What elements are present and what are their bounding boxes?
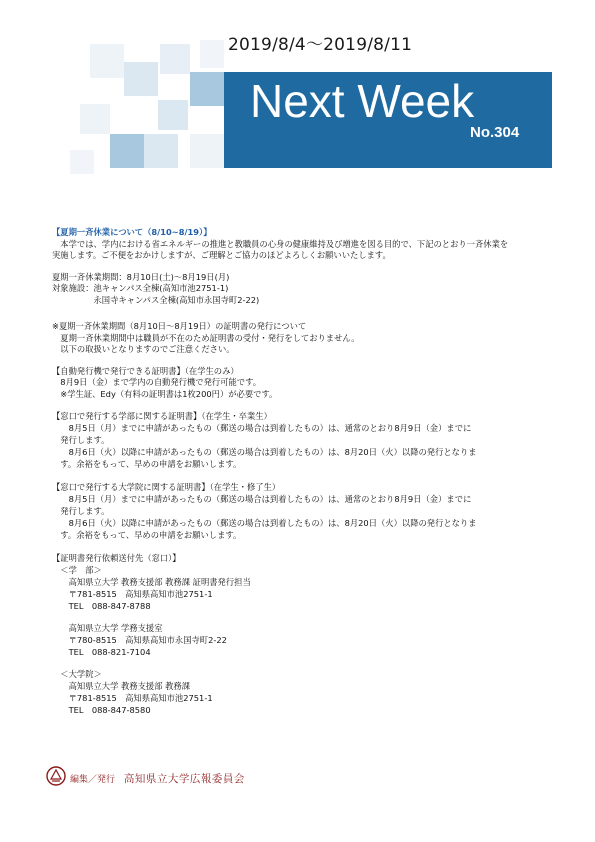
- footer-org: 高知県立大学広報委員会: [123, 773, 245, 785]
- grad-window-line: 発行します。: [52, 506, 110, 516]
- facility-line: 永国寺キャンパス全棟(高知市永国寺町2-22): [52, 295, 260, 305]
- certificate-note: 夏期一斉休業期間中は職員が不在のため証明書の受付・発行をしておりません。: [52, 333, 360, 343]
- contact-line: ＜学 部＞: [52, 565, 102, 575]
- contacts-heading: 【証明書発行依頼送付先（窓口）】: [52, 553, 181, 563]
- grad-window-heading: 【窓口で発行する大学院に関する証明書】（在学生・修了生）: [52, 482, 281, 492]
- faculty-window-line: 発行します。: [52, 435, 110, 445]
- notice-heading: 【夏期一斉休業について（8/10~8/19）】: [52, 227, 212, 237]
- university-crest-icon: [46, 766, 66, 786]
- intro-line: 実施します。ご不便をおかけしますが、ご理解とご協力のほどよろしくお願いいたします。: [52, 250, 391, 260]
- date-range: 2019/8/4～2019/8/11: [228, 35, 413, 55]
- contact-line: 高知県立大学 教務支援部 教務課 証明書発行担当: [52, 577, 251, 587]
- footer-credit: [70, 771, 245, 786]
- contact-line: TEL 088-821-7104: [52, 647, 151, 657]
- faculty-window-heading: 【窓口で発行する学部に関する証明書】（在学生・卒業生）: [52, 411, 272, 421]
- auto-machine-line: ※学生証、Edy（有料の証明書は1枚200円）が必要です。: [52, 389, 278, 399]
- faculty-window-line: す。余裕をもって、早めの申請をお願いします。: [52, 459, 242, 469]
- grad-window-line: す。余裕をもって、早めの申請をお願いします。: [52, 530, 242, 540]
- grad-window-line: 8月5日（月）までに申請があったもの（郵送の場合は到着したもの）は、通常のとおり8月9日（金）までに: [52, 494, 472, 504]
- certificate-note: ※夏期一斉休業期間（8月10日～8月19日）の証明書の発行について: [52, 321, 307, 331]
- contact-line: TEL 088-847-8580: [52, 705, 151, 715]
- faculty-window-line: 8月5日（月）までに申請があったもの（郵送の場合は到着したもの）は、通常のとおり8月9日（金）までに: [52, 423, 472, 433]
- contact-line: 〒781-8515 高知県高知市池2751-1: [52, 693, 213, 703]
- contact-line: 高知県立大学 教務支援部 教務課: [52, 681, 191, 691]
- contact-line: ＜大学院＞: [52, 669, 102, 679]
- newsletter-title: Next Week: [250, 75, 475, 127]
- issue-number: No.304: [470, 124, 520, 141]
- contact-line: 〒780-8515 高知県高知市永国寺町2-22: [52, 635, 227, 645]
- contact-line: 〒781-8515 高知県高知市池2751-1: [52, 589, 213, 599]
- faculty-window-line: 8月6日（火）以降に申請があったもの（郵送の場合は到着したもの）は、8月20日（火）以降の発行となりま: [52, 447, 477, 457]
- grad-window-line: 8月6日（火）以降に申請があったもの（郵送の場合は到着したもの）は、8月20日（火）以降の発行となりま: [52, 518, 477, 528]
- footer-label: 編集／発行: [70, 775, 116, 785]
- auto-machine-heading: 【自動発行機で発行できる証明書】（在学生のみ）: [52, 366, 239, 376]
- facility-line: 対象施設：池キャンパス全棟(高知市池2751-1): [52, 283, 229, 293]
- auto-machine-line: 8月9日（金）まで学内の自動発行機で発行可能です。: [52, 377, 262, 387]
- closure-period: 夏期一斉休業期間：8月10日(土)～8月19日(月): [52, 272, 230, 282]
- contact-line: TEL 088-847-8788: [52, 601, 151, 611]
- certificate-note: 以下の取扱いとなりますのでご注意ください。: [52, 344, 235, 354]
- intro-line: 本学では、学内における省エネルギーの推進と教職員の心身の健康維持及び増進を図る目的で、下記のとおり一斉休業を: [52, 239, 509, 249]
- contact-line: 高知県立大学 学務支援室: [52, 623, 163, 633]
